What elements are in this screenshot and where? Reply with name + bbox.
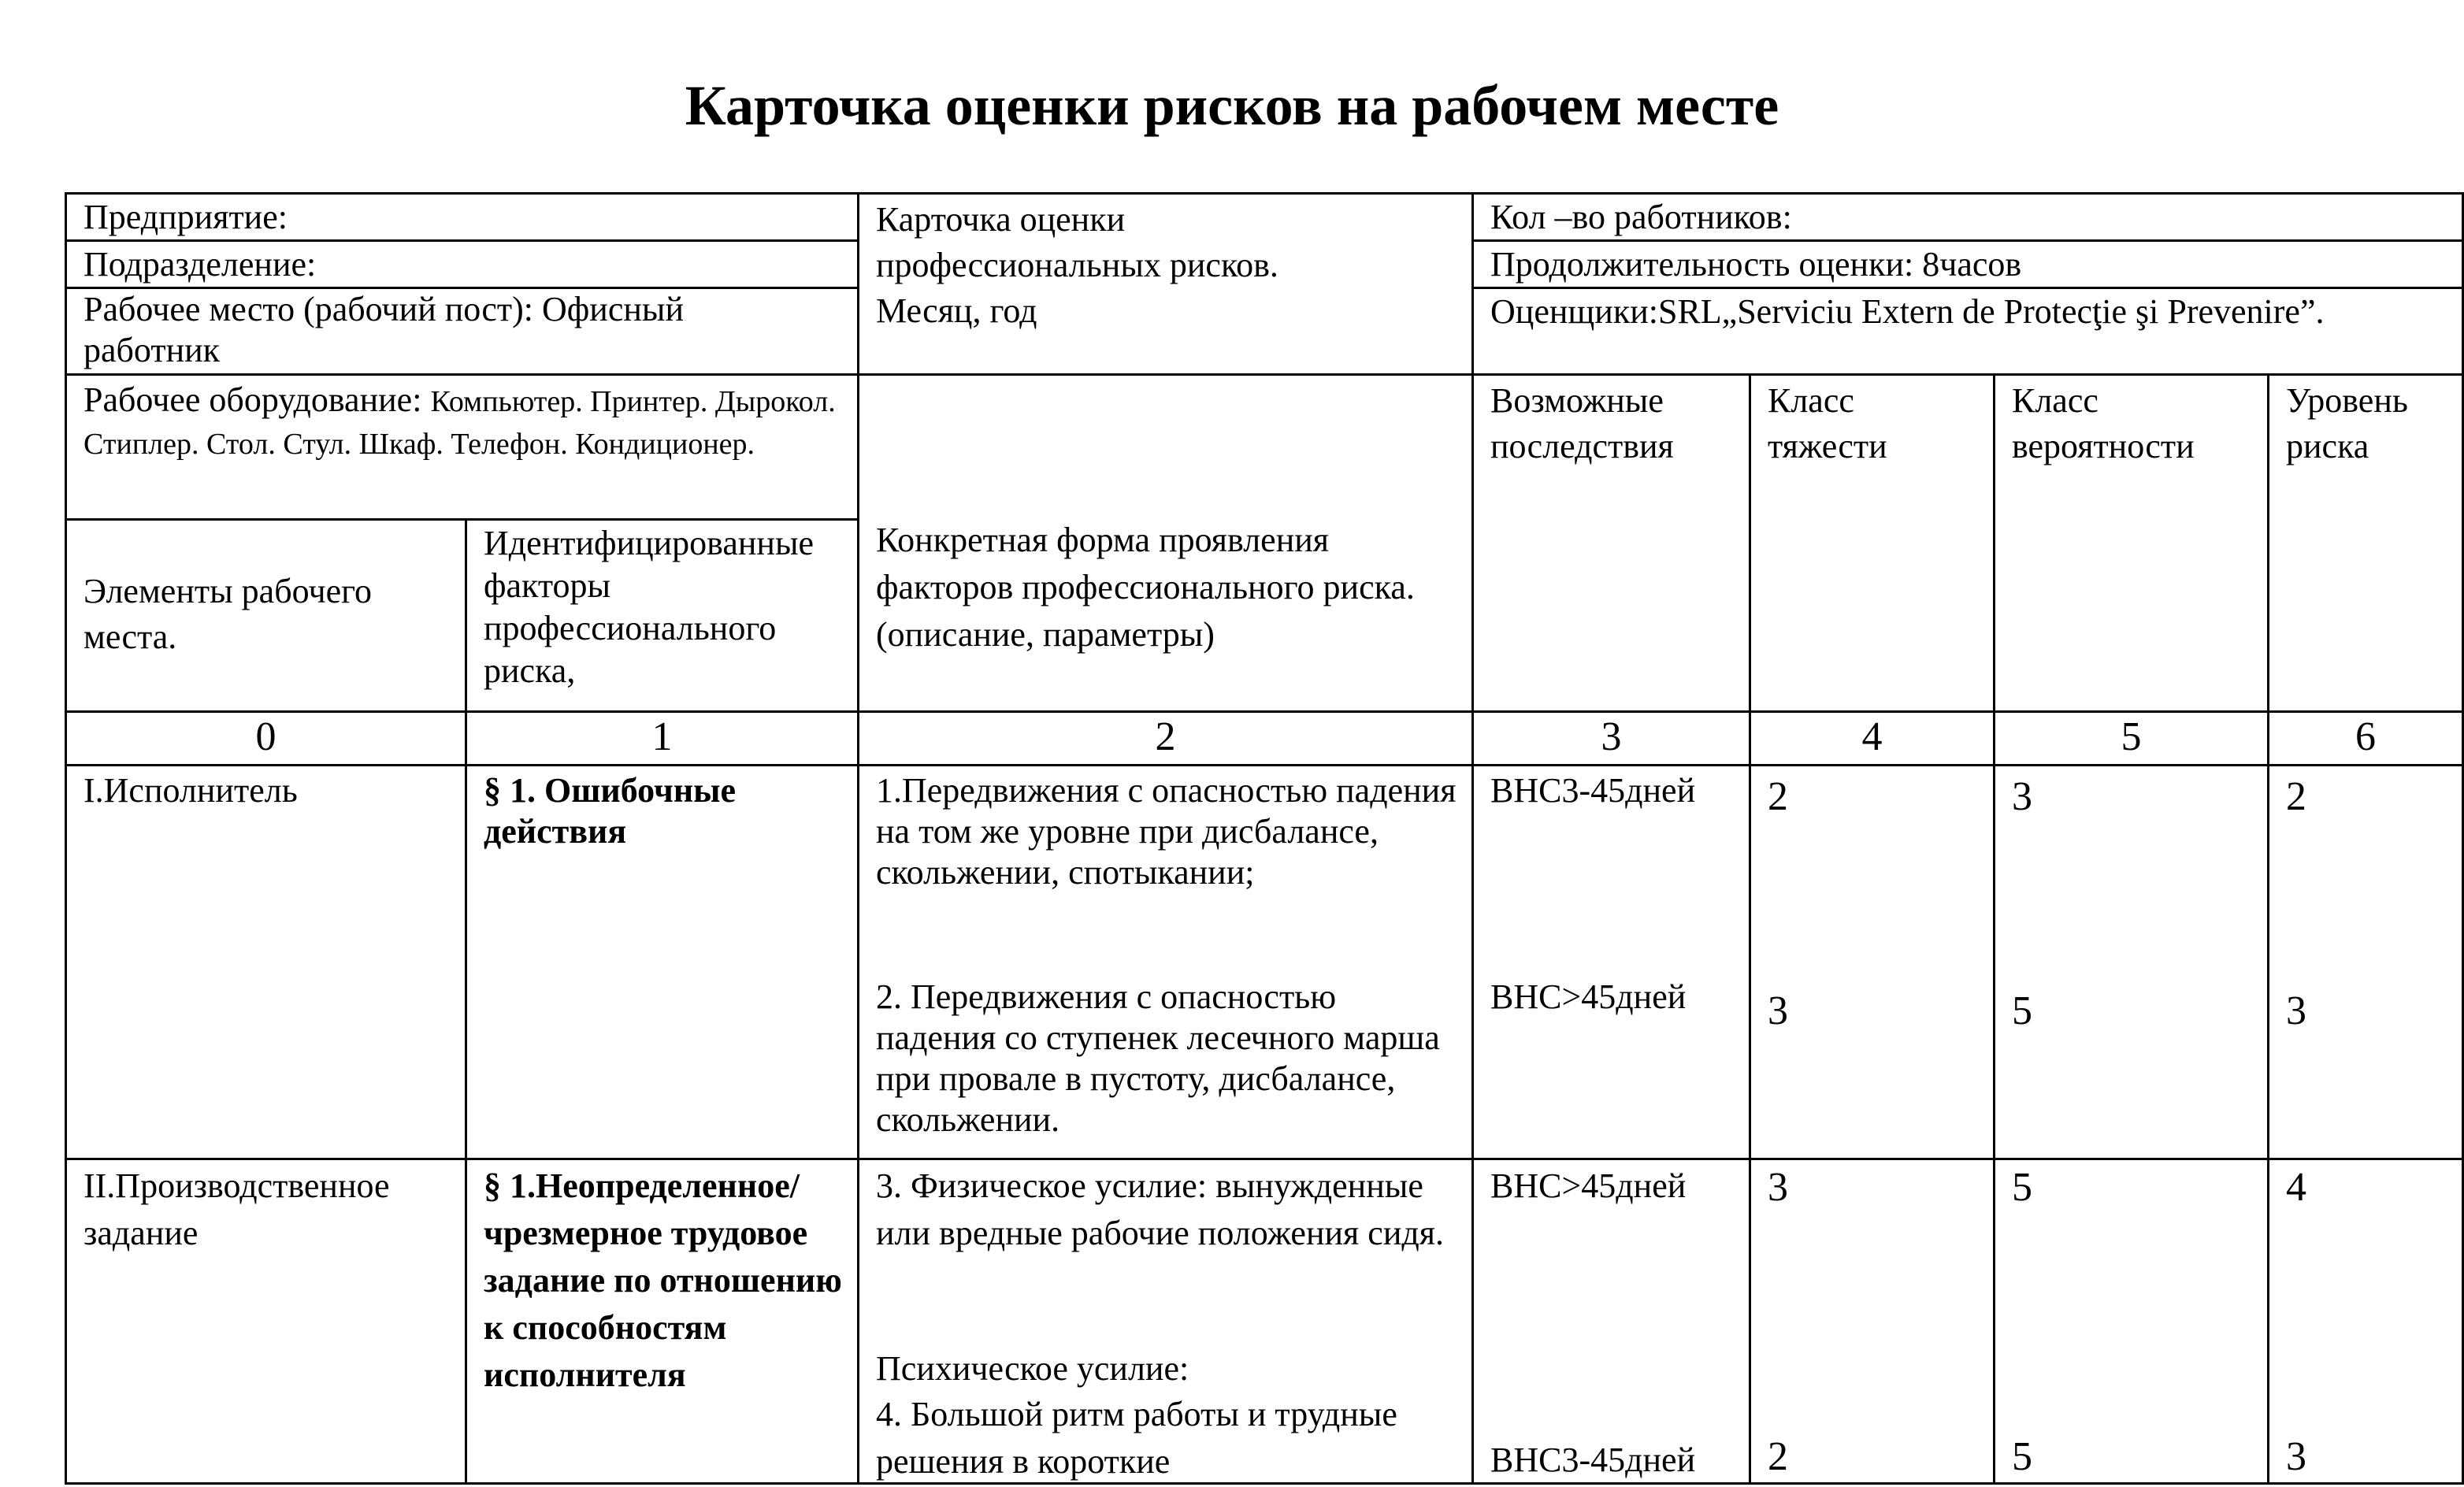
row-form: 1.Передвижения с опасностью падения на том же уровне при дисбалансе, скольжении, спотыкании; (876, 771, 1457, 892)
grid-line (65, 373, 2464, 376)
row-probability: 5 (2012, 988, 2032, 1033)
row-severity: 3 (1768, 988, 1788, 1033)
equipment-label: Рабочее оборудование: (83, 380, 422, 419)
grid-line (65, 1482, 2464, 1485)
column-header-severity: Класс тяжести (1768, 381, 1887, 465)
row-factor: § 1.Неопределенное/ чрезмерное трудовое задание по отношению к способностям исполнителя (484, 1166, 842, 1394)
row-form-heading: Психическое усилие: (876, 1349, 1189, 1388)
grid-line (65, 518, 859, 521)
row-risk-level: 3 (2286, 1434, 2306, 1479)
row-risk-level: 3 (2286, 988, 2306, 1033)
row-severity: 2 (1768, 774, 1788, 819)
grid-line (1993, 373, 1995, 1485)
grid-line (65, 1158, 2464, 1160)
grid-line (857, 192, 859, 1485)
column-number: 1 (651, 714, 673, 759)
row-risk-level: 4 (2286, 1165, 2306, 1210)
row-consequence: ВНС>45дней (1490, 977, 1687, 1016)
row-form: 4. Большой ритм работы и трудные решения в короткие (876, 1395, 1397, 1481)
page-title: Карточка оценки рисков на рабочем месте (685, 74, 1779, 137)
column-number: 5 (2121, 714, 2142, 759)
enterprise-cell: Предприятие: (83, 198, 288, 236)
row-element: I.Исполнитель (83, 771, 298, 810)
grid-line (1471, 239, 2464, 242)
column-header-consequences: Возможные последствия (1490, 381, 1674, 465)
row-probability: 5 (2012, 1434, 2032, 1479)
grid-line (65, 710, 2464, 713)
column-number: 4 (1861, 714, 1883, 759)
column-number: 6 (2355, 714, 2376, 759)
grid-line (1471, 287, 2464, 289)
assessors-cell: Оценщики:SRL„Serviciu Extern de Protecţie şi Prevenire”. (1490, 292, 2325, 331)
column-number: 2 (1155, 714, 1176, 759)
row-consequence: ВНС3-45дней (1490, 1441, 1696, 1479)
equipment-items: Компьютер. Принтер. Дырокол. Стиплер. Стол. Стул. Шкаф. Телефон. Кондиционер. (83, 385, 836, 461)
column-header-elements: Элементы рабочего места. (83, 572, 373, 656)
column-header-probability: Класс вероятности (2012, 381, 2195, 465)
equipment-cell (83, 380, 848, 465)
grid-line (1749, 373, 1751, 1485)
grid-line (1471, 192, 1474, 1485)
row-form: 3. Физическое усилие: вынужденные или вредные рабочие положения сидя. (876, 1166, 1444, 1252)
row-probability: 5 (2012, 1165, 2032, 1210)
grid-line (65, 192, 2464, 195)
row-factor: § 1. Ошибочные действия (484, 771, 737, 851)
row-form: 2. Передвижения с опасностью падения со ступенек лесечного марша при провале в пустоту, дисбалансе, скольжении. (876, 977, 1440, 1139)
row-risk-level: 2 (2286, 774, 2306, 819)
division-cell: Подразделение: (83, 245, 317, 284)
grid-line (2267, 373, 2269, 1485)
row-consequence: ВНС>45дней (1490, 1166, 1687, 1205)
grid-line (65, 764, 2464, 766)
row-consequence: ВНС3-45дней (1490, 771, 1696, 810)
grid-line (465, 518, 467, 1485)
row-element: II.Производственное задание (83, 1166, 390, 1252)
row-severity: 2 (1768, 1434, 1788, 1479)
workers-cell: Кол –во работников: (1490, 198, 1792, 236)
column-number: 0 (255, 714, 276, 759)
grid-line (65, 239, 859, 242)
workplace-cell: Рабочее место (рабочий пост): Офисный работник (83, 290, 685, 369)
row-probability: 3 (2012, 774, 2032, 819)
column-header-form: Конкретная форма проявления факторов профессионального риска. (описание, параметры) (876, 521, 1415, 654)
column-header-risk-level: Уровень риска (2286, 381, 2408, 465)
column-header-factors: Идентифицированные факторы профессионального риска, (484, 524, 815, 690)
card-title-cell: Карточка оценки профессиональных рисков. Месяц, год (876, 200, 1278, 330)
grid-line (65, 192, 67, 1485)
row-severity: 3 (1768, 1165, 1788, 1210)
column-number: 3 (1601, 714, 1622, 759)
duration-cell: Продолжительность оценки: 8часов (1490, 245, 2022, 284)
